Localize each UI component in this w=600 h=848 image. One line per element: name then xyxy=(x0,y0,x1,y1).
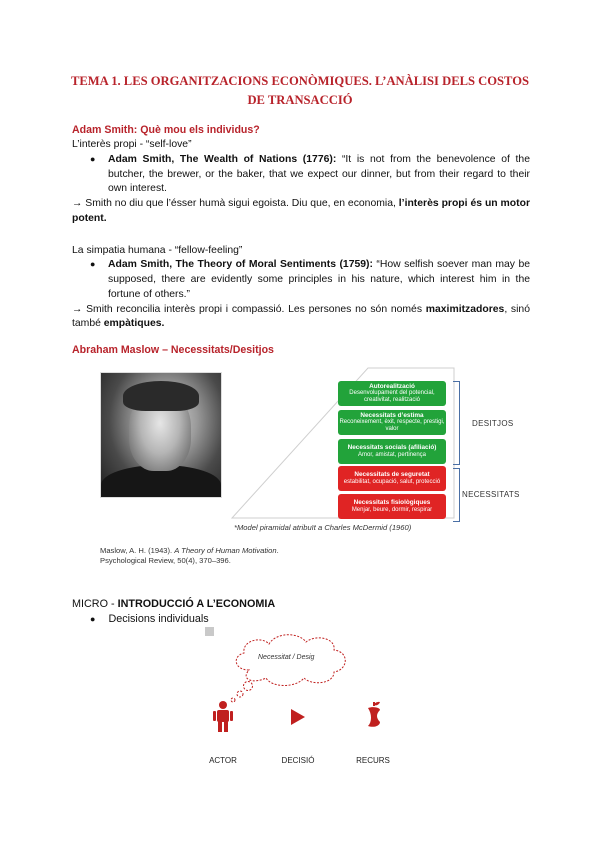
maslow-photo xyxy=(100,372,222,498)
moral-citation: Adam Smith, The Theory of Moral Sentiments (1759): xyxy=(108,259,373,271)
necessitats-bracket xyxy=(453,468,460,522)
layer-social: Necessitats socials (afiliació) Amor, amistat, pertinença xyxy=(338,439,446,464)
wealth-citation: Adam Smith, The Wealth of Nations (1776): xyxy=(108,153,337,165)
arrow2-bold-2: empàtiques. xyxy=(103,318,165,330)
desitjos-label: DESITJOS xyxy=(472,419,514,428)
play-icon xyxy=(290,708,306,726)
title-line-2: DE TRANSACCIÓ xyxy=(247,92,353,107)
wealth-quote: “It is not from the benevolence of the butcher, the brewer, or the baker, that we expect our dinner, but from their regard to their own interest. xyxy=(108,153,530,195)
wealth-of-nations-bullet xyxy=(72,153,530,197)
micro-heading xyxy=(72,597,275,612)
smith-conclusion-2 xyxy=(72,303,530,333)
maslow-citation: Maslow, A. H. (1943). A Theory of Human Motivation. Psychological Review, 50(4), 370–396. xyxy=(100,546,279,566)
micro-prefix: MICRO - xyxy=(72,598,118,610)
pyramid-caption: *Model piramidal atribuït a Charles McDermid (1960) xyxy=(234,523,412,532)
fellow-intro: La simpatia humana - “fellow-feeling” xyxy=(72,244,243,256)
layer-self-actualization: Autorealització Desenvolupament del potencial, creativitat, realització xyxy=(338,381,446,406)
document-title xyxy=(70,72,530,110)
cloud-text: Necessitat / Desig xyxy=(258,654,315,661)
arrow1-text: → Smith no diu que l’ésser humà sigui egoista. Diu que, en economia, xyxy=(72,198,399,210)
arrow1-bold: l’interès propi és un motor potent. xyxy=(72,198,530,224)
smith-section xyxy=(72,123,530,332)
bullet-dot-icon: ● xyxy=(90,153,96,164)
arrow2-text: → Smith reconcilia interès propi i compassió. Les persones no són només xyxy=(72,303,426,315)
title-line-1: TEMA 1. LES ORGANITZACIONS ECONÒMIQUES. L’ANÀLISI DELS COSTOS xyxy=(70,74,530,88)
recurs-label: RECURS xyxy=(356,756,390,765)
apple-core-icon xyxy=(364,700,384,730)
moral-sentiments-bullet xyxy=(72,258,530,302)
layer-safety: Necessitats de seguretat estabilitat, ocupació, salut, protecció xyxy=(338,466,446,491)
gray-marker xyxy=(205,627,214,636)
necessitats-label: NECESSITATS xyxy=(462,490,520,499)
bullet-dot-icon: ● xyxy=(90,259,96,270)
smith-conclusion-1 xyxy=(72,197,530,227)
person-icon xyxy=(213,700,233,734)
decisions-text: Decisions individuals xyxy=(108,613,209,625)
layer-physiological: Necessitats fisiològiques Menjar, beure, dormir, respirar xyxy=(338,494,446,519)
arrow2-bold-1: maximitzadores xyxy=(425,303,505,315)
actor-label: ACTOR xyxy=(209,756,237,765)
selflove-intro: L’interès propi - “self-love” xyxy=(72,139,192,151)
maslow-heading: Abraham Maslow – Necessitats/Desitjos xyxy=(72,344,274,356)
layer-esteem: Necessitats d’estima Reconeixement, èxit, respecte, prestigi, valor xyxy=(338,410,446,435)
arrow2-mid: , sinó també xyxy=(72,303,530,330)
desitjos-bracket xyxy=(453,381,460,465)
thought-cloud-icon xyxy=(214,626,374,706)
moral-quote: “How selfish soever man may be supposed, there are evidently some principles in his nature, which interest him in the fortune of others.” xyxy=(108,259,531,300)
micro-heading-bold: INTRODUCCIÓ A L’ECONOMIA xyxy=(117,598,276,610)
decisions-bullet xyxy=(90,612,209,627)
bullet-dot-icon: ● xyxy=(90,614,96,624)
smith-heading: Adam Smith: Què mou els individus? xyxy=(72,124,260,136)
decisio-label: DECISIÓ xyxy=(281,756,315,765)
